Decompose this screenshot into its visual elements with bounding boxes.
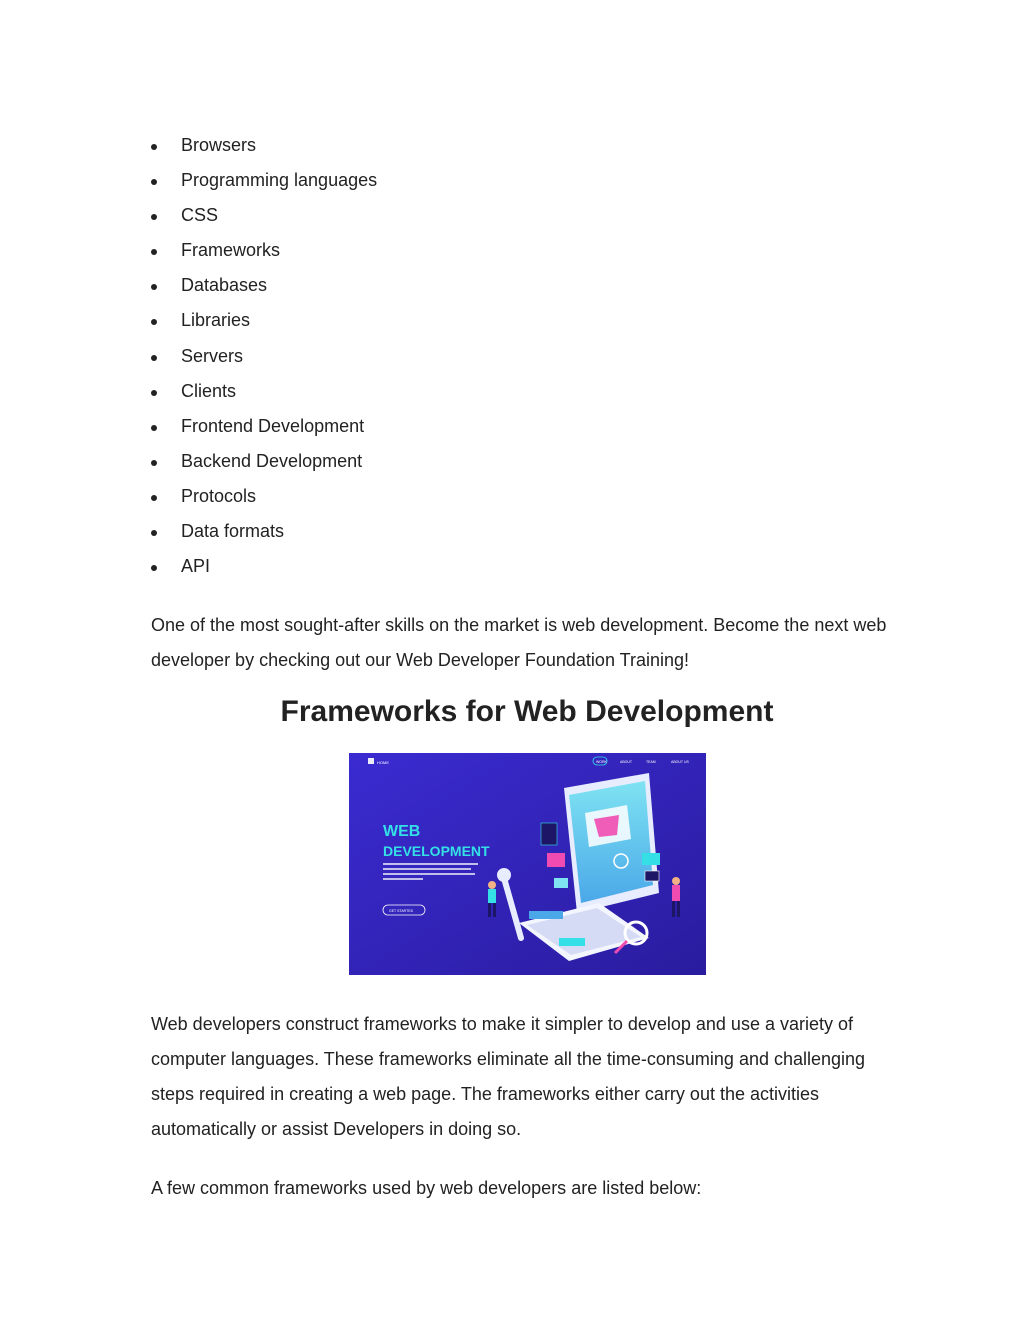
bullet-icon [151,425,157,431]
document-page: Browsers Programming languages CSS Frameworks Databases Libraries Servers Clients Frontend Development Backend Development Protocols Data formats API One of the most sought-after skills on the market is web development. Become the next web developer by checking out our Web Developer Foundation Training! Frameworks for Web Development HOME WORK ABOUT TEAM ABOUT US WEB DEVELOPMENT GET STARTED Web developers construct frameworks to make it simpler to develop and use a variety of computer languages. These frameworks eliminate all the time-consuming and challenging steps required in creating a web page. The frameworks either carry out the activities automatically or assist Developers in doing so. A few common frameworks used by web developers are listed below: [0,0,1024,1325]
code-block [559,938,585,946]
hero-text-line [383,878,423,880]
bullet-icon [151,319,157,325]
section-heading: Frameworks for Web Development [280,695,774,728]
home-icon [368,758,374,764]
hero-text-line [383,863,478,865]
nav-about-label: ABOUT [620,760,633,764]
intro-paragraph: One of the most sought-after skills on the market is web development. Become the next web developer by checking out our Web Developer Foundation Training! [151,615,887,670]
bullet-icon [151,249,157,255]
bullet-icon [151,495,157,501]
nav-home-label: HOME [377,760,389,765]
nav-aboutus-label: ABOUT US [671,760,689,764]
get-started-label: GET STARTED [389,909,414,913]
bullet-icon [151,390,157,396]
web-development-illustration [349,753,706,975]
nav-work-label: WORK [596,760,607,764]
hero-text-line [383,868,471,870]
bullet-icon [151,179,157,185]
bullet-icon [151,355,157,361]
bullet-icon [151,144,157,150]
illustration-graphic [349,753,706,975]
computer-monitor-icon [564,773,659,913]
hero-title-line1: WEB [383,823,421,840]
body-paragraph: Web developers construct frameworks to make it simpler to develop and use a variety of computer languages. These frameworks eliminate all the time-consuming and challenging steps required in creating a web page. The frameworks either carry out the activities automatically or assist Developers in doing so. [151,1014,866,1139]
code-block [529,911,563,919]
nav-team-label: TEAM [646,760,656,764]
ui-panel [554,878,568,888]
bullet-icon [151,565,157,571]
ui-panel [547,853,565,867]
bullet-icon [151,460,157,466]
ui-panel [541,823,557,845]
closing-paragraph: A few common frameworks used by web developers are listed below: [151,1178,702,1198]
bullet-icon [151,530,157,536]
bullet-icon [151,284,157,290]
bullet-icon [151,214,157,220]
ui-panel [642,853,660,865]
hero-text-line [383,873,475,875]
ui-panel [645,871,659,881]
hero-title-line2: DEVELOPMENT [383,843,490,859]
